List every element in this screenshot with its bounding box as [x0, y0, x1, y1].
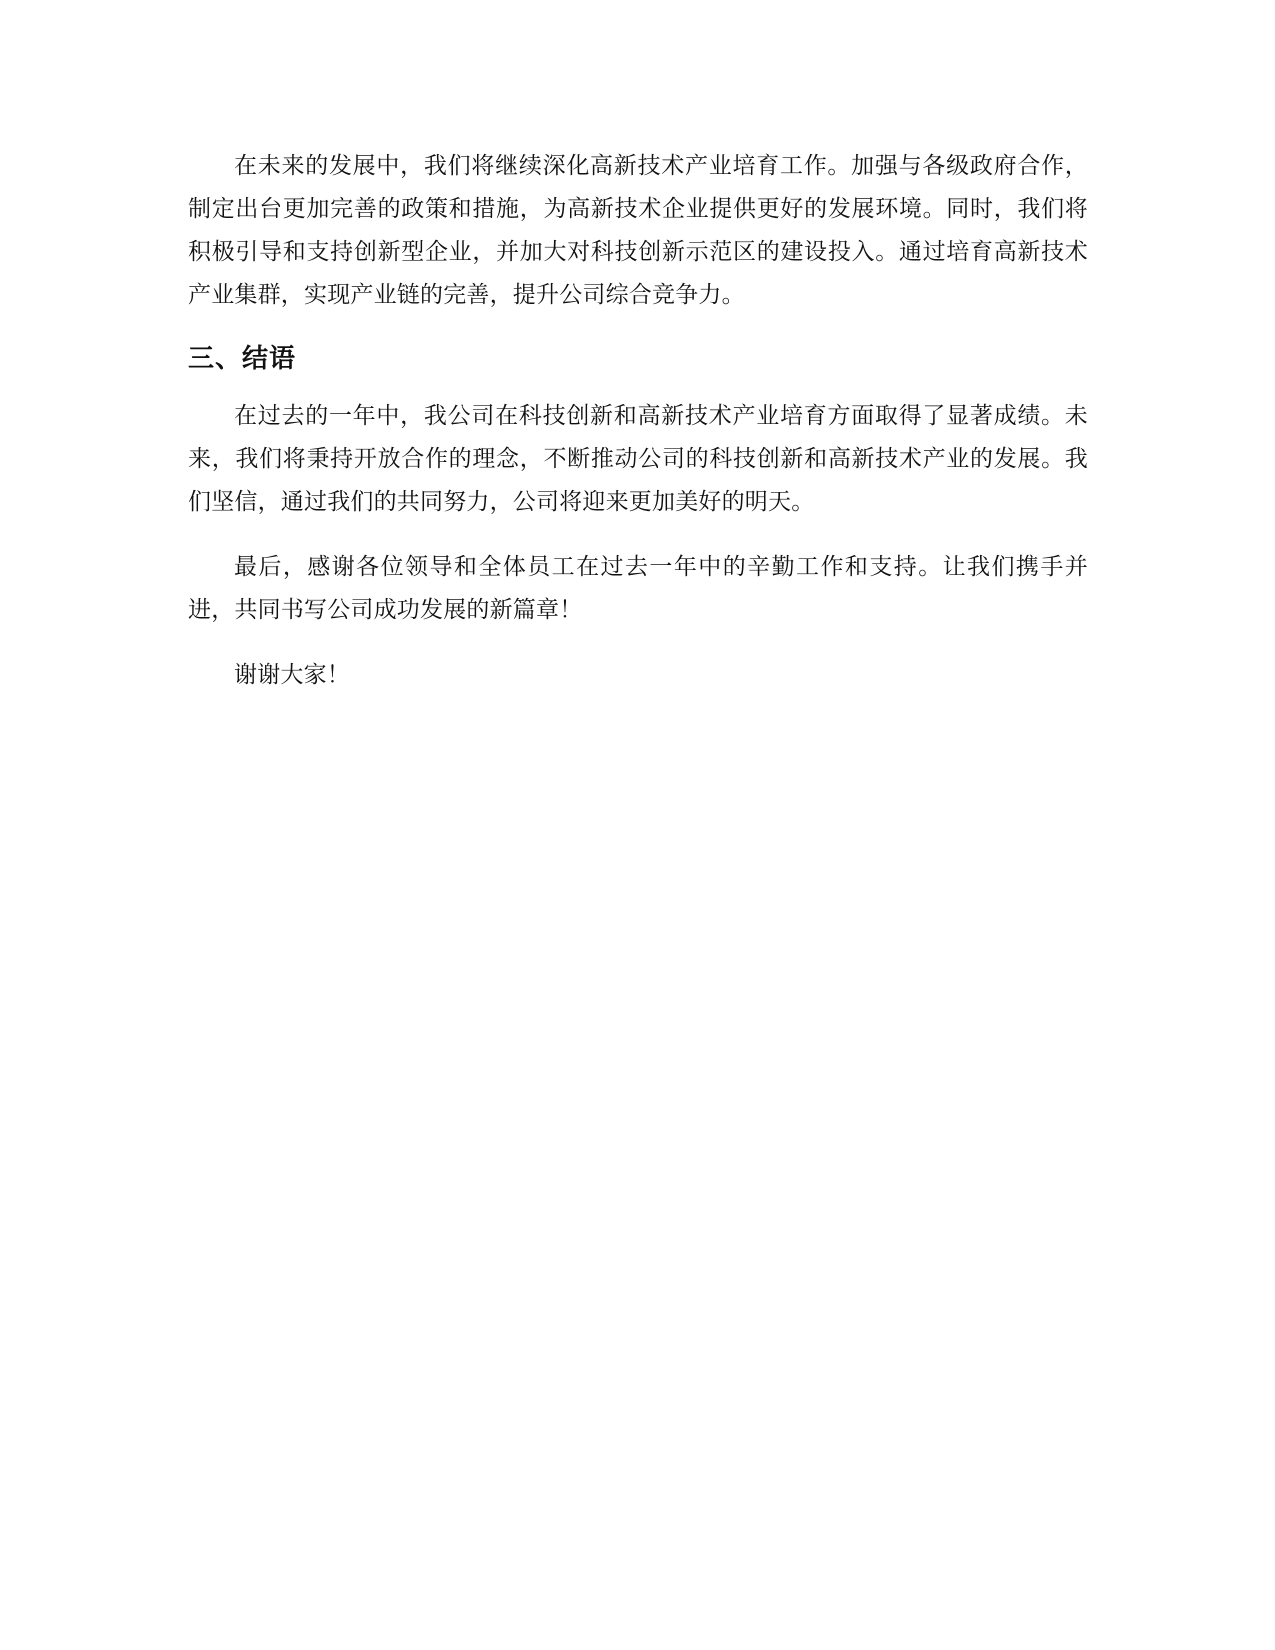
document-body [188, 145, 1088, 719]
paragraph-future-development: 在未来的发展中，我们将继续深化高新技术产业培育工作。加强与各级政府合作，制定出台更加完善的政策和措施，为高新技术企业提供更好的发展环境。同时，我们将积极引导和支持创新型企业，并加大对科技创新示范区的建设投入。通过培育高新技术产业集群，实现产业链的完善，提升公司综合竞争力。 [188, 153, 1088, 308]
paragraph-thanks: 最后，感谢各位领导和全体员工在过去一年中的辛勤工作和支持。让我们携手并进，共同书写公司成功发展的新篇章！ [188, 554, 1088, 623]
section-heading-conclusion: 三、结语 [188, 344, 297, 374]
paragraph-closing: 谢谢大家！ [234, 662, 350, 688]
paragraph-past-year-summary: 在过去的一年中，我公司在科技创新和高新技术产业培育方面取得了显著成绩。未来，我们将秉持开放合作的理念，不断推动公司的科技创新和高新技术产业的发展。我们坚信，通过我们的共同努力，公司将迎来更加美好的明天。 [188, 403, 1088, 515]
